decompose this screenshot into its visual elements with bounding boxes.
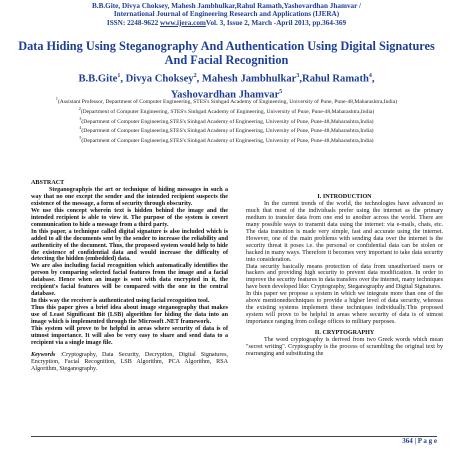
journal-url-link[interactable]: www.ijera.com: [160, 18, 206, 27]
abstract-paragraph: Steganographyis the art or technique of hiding messages in such a way that no one except the sender and the intended recipient suspects the existence of the message, a form of security through obscurity.: [31, 186, 228, 207]
affiliation-text: (Department of Computer Engineering,STES's Sinhgad Academy of Engineering, University of Pune, Pune-48,Maharashtra,India): [81, 137, 374, 144]
running-header: [0, 2, 453, 27]
section-heading-introduction: I. INTRODUCTION: [317, 194, 372, 200]
affiliation: [16, 116, 437, 126]
author-name: Mahesh Jambhulkar: [201, 73, 297, 85]
body-paragraph: In the current trends of the world, the technologies have advanced so much that most of the individuals prefer using the internet as the primary medium to transfer data from one end to another across the world. There are many possible ways to transmit data using the internet: via e-mails, chats, etc. The data transition is made very simple, fast and accurate using the internet. However, one of the main problems with sending data over the internet is the security threat it poses i.e. the personal or confidential data can be stolen or hacked in many ways. Therefore it becomes very important to take data security into consideration.: [246, 200, 443, 263]
affiliation-marker: 1: [55, 96, 58, 101]
author-affiliation-marker: 3: [296, 73, 300, 79]
affiliation-text: (Assistant Professor, Department of Computer Engineering, STES's Sinhgad Academy of Engineering, University of Pune, Pune-48,Maharashtra,India): [57, 98, 398, 105]
affiliations: [16, 96, 437, 145]
abstract-paragraph: Thus this paper gives a brief idea about image steganography that makes use of Least Significant Bit (LSB) algorithm for hiding the data into an image which is implemented through the Microsoft .NET framework.: [31, 305, 228, 326]
author-name: B.B.Gite: [78, 73, 118, 85]
affiliation-marker: 4: [79, 125, 82, 131]
affiliation-text: (Department of Computer Engineering,STES's Sinhgad Academy of Engineering, University of Pune, Pune-48,Maharashtra,India): [81, 118, 374, 125]
affiliation-text: (Department of Computer Engineering,STES's Sinhgad Academy of Engineering, University of Pune, Pune-48,Maharashtra,India): [81, 128, 374, 135]
abstract-paragraph: This system will prove to be helpful in areas where security of data is of utmost importance. It will also be very easy to share and send data to a recipient via a single image file.: [31, 326, 228, 346]
author-list: B.B.Gite$^1$, Divya Choksey$^2$, Mahesh Jambhulkar$^3$,Rahul Ramath$^4$, Yashovardhan Jhamvar$^5$: [78, 73, 375, 101]
header-issn: ISSN: 2248-9622: [106, 18, 161, 27]
body-paragraph: In this paper we propose a system in which we integrate more than one of the above mentionedtechniques to provide a higher level of data security, whereas the existing systems implement these techniques individually.This proposed system will prove to be helpful in areas where security of data is of utmost importance ranging from college offices to military purposes.: [246, 291, 443, 326]
header-authors: B.B.Gite, Divya Choksey, Mahesh Jambhulkar,Rahul Ramath,Yashovardhan Jhamvar /: [92, 2, 361, 10]
abstract-heading: ABSTRACT: [31, 180, 65, 186]
body-paragraph: The word cryptography is derived from two Greek words which mean "secret writing". Cryptography is the process of scrambling the original text by rearranging and substituting the: [246, 337, 443, 357]
abstract-paragraph: In this way the receiver is authenticated using facial recognition tool.: [31, 298, 210, 305]
right-column: [246, 180, 443, 358]
abstract-paragraph: We use this concept wherein text is hidden behind the image and the intended recipient is able to view it. The purpose of the system is covert communication to hide a message from a third party.: [31, 207, 228, 228]
abstract-paragraph: We are also including facial recognition which automatically identifies the person by comparing selected facial features from the image and a facial database. Hence when an image is sent with data encrypted in it, the recipient's facial features will be compared with the one in the central database.: [31, 263, 228, 298]
affiliation: [16, 125, 437, 135]
section-heading-cryptography: II. CRYPTOGRAPHY: [314, 330, 375, 337]
author-name: Yashovardhan Jhamvar: [170, 89, 280, 101]
author-name: Rahul Ramath: [302, 73, 369, 85]
affiliation-marker: 2: [78, 105, 81, 111]
keywords: [31, 352, 228, 373]
abstract-paragraph: In this paper, a technique called digital signature is also included which is added to all the documents sent by the sender to increase the reliability and authenticity of the document. Thus, the proposed system would help to hide the existence of confidential data and would increase the difficulty of detecting the hidden (embedded) data.: [31, 228, 228, 263]
affiliation: [16, 135, 437, 145]
paper-title: Data Hiding Using Steganography And Authentication Using Digital Signatures And Facial Recognition: [18, 39, 435, 67]
author-affiliation-marker: 2: [193, 73, 197, 79]
author-affiliation-marker: 5: [279, 88, 283, 95]
footer-rule: [31, 436, 437, 437]
header-issue: Vol. 3, Issue 2, March -April 2013, pp.364-369: [205, 18, 347, 27]
author-affiliation-marker: 4: [368, 73, 372, 79]
keywords-label: Keywords: [31, 351, 56, 358]
affiliation: [16, 106, 437, 116]
affiliation-marker: 3: [79, 115, 82, 121]
author-affiliation-marker: 1: [117, 73, 121, 79]
header-issue-line: [0, 19, 453, 27]
keywords-text: :Cryptography, Data Security, Decryption, Digital Signatures, Encryption, Facial Recognition, LSB Algorithm, PCA Algorithm, RSA Algorithm, Steganography.: [31, 351, 228, 372]
body-paragraph: Data security basically means protection of data from unauthorised users or hackers and providing high security to prevent data modification. In order to improve the security features in data transfers over the internet, many techniques have been developed like: Cryptography, Steganography and Digital Signatures.: [246, 263, 443, 291]
header-journal: International Journal of Engineering Research and Applications (IJERA): [113, 10, 340, 19]
author-name: Divya Choksey: [125, 73, 194, 85]
affiliation: [16, 96, 437, 106]
affiliation-marker: 5: [79, 135, 82, 141]
affiliation-text: (Department of Computer Engineering, STES's Sinhgad Academy of Engineering, University of Pune, Pune-48,Maharashtra,India): [80, 108, 375, 115]
page-number: 364 | P a g e: [402, 437, 437, 445]
left-column: [31, 180, 228, 373]
